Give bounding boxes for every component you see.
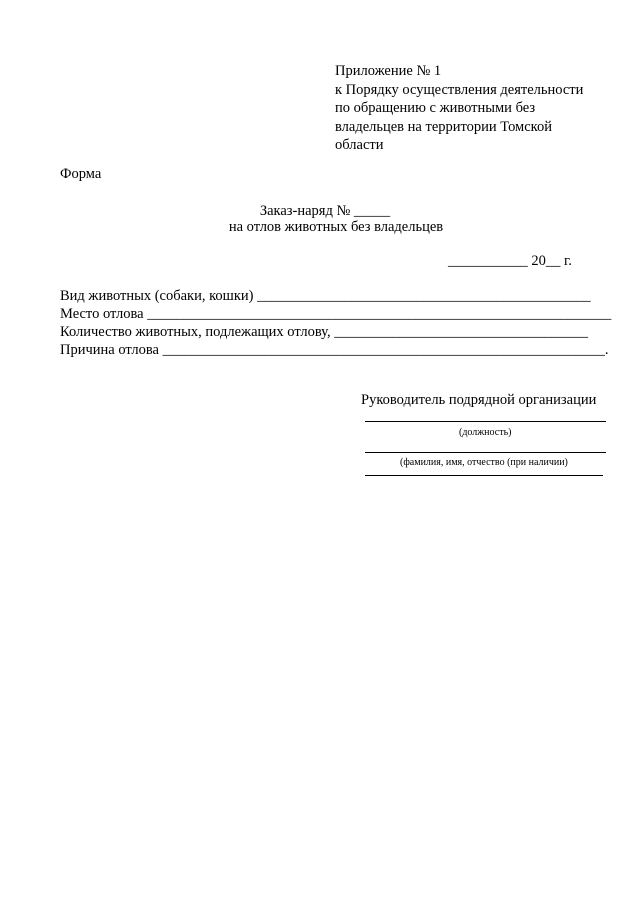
appendix-line: Приложение № 1 [335,63,442,79]
position-line [365,421,606,422]
capture-reason-field: Причина отлова _____________________________________________________________. [60,342,609,358]
appendix-header [335,62,615,155]
head-title: Руководитель подрядной организации [361,392,597,408]
animal-count-field: Количество животных, подлежащих отлову, ___________________________________ [60,324,588,340]
form-label: Форма [60,166,102,182]
name-caption: (фамилия, имя, отчество (при наличии) [400,457,568,468]
appendix-line: области [335,137,384,153]
capture-place-field: Место отлова ________________________________________________________________ [60,306,612,322]
date-line: ___________ 20__ г. [448,253,572,269]
name-line [365,452,606,453]
position-caption: (должность) [459,427,512,438]
appendix-line: к Порядку осуществления деятельности [335,81,584,98]
document-subtitle: на отлов животных без владельцев [228,219,444,235]
appendix-line: владельцев на территории Томской [335,118,552,135]
signature-line [365,475,603,476]
document-title: Заказ-наряд № _____ [259,203,391,219]
animal-type-field: Вид животных (собаки, кошки) ______________________________________________ [60,288,591,304]
appendix-line: по обращению с животными без [335,100,536,116]
